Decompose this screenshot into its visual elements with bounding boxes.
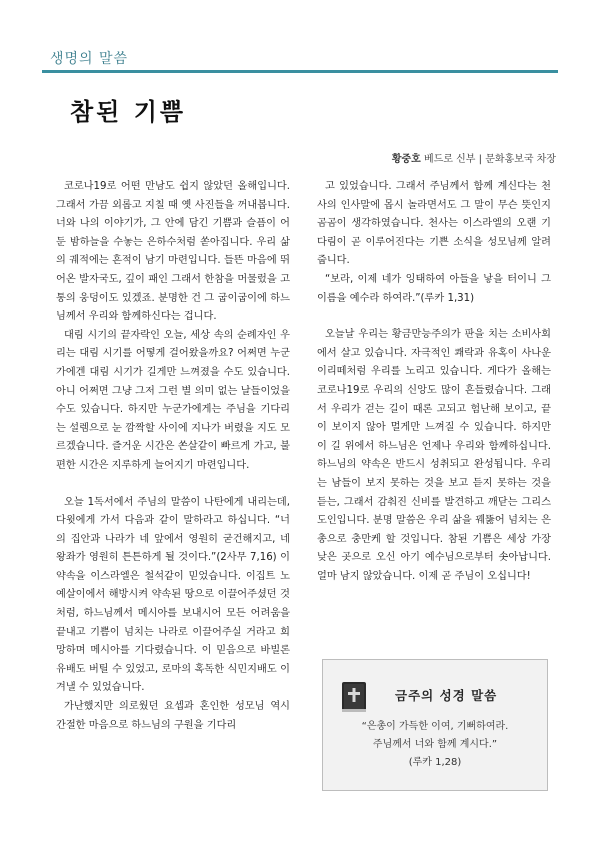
verse-reference: (루카 1,28) [408,757,462,768]
paragraph: 가난했지만 의로웠던 요셉과 혼인한 성모님 역시 간절한 마음으로 하느님의 구원을 기다리 [56,701,290,731]
author-byline [392,150,556,165]
article-left-column [56,178,290,735]
paragraph: 대림 시기의 끝자락인 오늘, 세상 속의 순례자인 우리는 대림 시기를 어떻게 걸어왔을까요? 어쩌면 누군가에겐 대림 시기가 길게만 느껴졌을 수도 있습니다. 아니 어쩌면 그냥 그저 그런 별 의미 없는 날들이었을 수도 있습니다. 하지만 누군가에게는 주님을 기다리는 설렘으로 눈 깜짝할 사이에 지나가 버렸을 지도 모르겠습니다. 즐거운 시간은 쏜살같이 빠르게 가고, 불편한 시간은 지루하게 늘어지기 마련입니다. [56,329,290,471]
verse-text [323,718,547,772]
article-right-column [317,178,551,586]
paragraph: 코로나19로 어떤 만남도 쉽지 않았던 올해입니다. 그래서 가끔 외롭고 지칠 때 옛 사진들을 꺼내봅니다. 너와 나의 이야기가, 그 안에 담긴 기쁨과 슬픔이 어둔 밤하늘을 수놓는 은하수처럼 쏟아집니다. 우리 삶의 궤적에는 흔적이 남기 마련입니다. 들뜬 마음에 뛰어온 발자국도, 깊이 패인 그래서 한참을 머물렀을 고통의 웅덩이도 있겠죠. 분명한 건 그 굽이굽이에 하느님께서 우리와 함께하신다는 겁니다. [56,181,290,323]
verse-line: “은총이 가득한 이여, 기뻐하여라. [361,721,509,732]
weekly-verse-box [322,659,548,791]
verse-box-title: 금주의 성경 말씀 [395,688,498,703]
scripture-quote: “보라, 이제 네가 잉태하여 아들을 낳을 터이니 그 이름을 예수라 하여라.”(루카 1,31) [317,273,551,304]
paragraph: 오늘 1독서에서 주님의 말씀이 나탄에게 내리는데, 다윗에게 가서 다음과 같이 말하라고 하십니다. “너의 집안과 나라가 네 앞에서 영원히 굳건해지고, 네 왕좌가 영원히 튼튼하게 될 것이다.”(2사무 7,16) 이 약속을 이스라엘은 철석같이 믿었습니다. 이집트 노예살이에서 해방시켜 약속된 땅으로 이끌어주셨던 것처럼, 하느님께서 메시아를 보내시어 모든 어려움을 끝내고 기쁨이 넘치는 나라로 이끌어주실 거라고 희망하며 메시아를 기다렸습니다. 이 믿음으로 바빌론 유배도 버틸 수 있었고, 로마의 혹독한 식민지배도 이겨낼 수 있었습니다. [56,496,290,694]
header-divider [42,70,558,73]
article-title: 참된 기쁨 [70,97,187,126]
paragraph: 오늘날 우리는 황금만능주의가 판을 치는 소비사회에서 살고 있습니다. 자극적인 쾌락과 유혹이 사나운 이리떼처럼 우리를 노리고 있습니다. 게다가 올해는 코로나19로 우리의 신앙도 많이 흔들렸습니다. 그래서 우리가 걷는 길이 때론 고되고 험난해 보이고, 끝이 보이지 않아 멀게만 느껴질 수 있습니다. 하지만 이 길 위에서 하느님은 언제나 우리와 함께하십니다. 하느님의 약속은 반드시 성취되고 완성됩니다. 우리는 남들이 보지 못하는 것을 보고 듣지 못하는 것을 듣는, 그래서 감춰진 신비를 발견하고 깨닫는 그리스도인입니다. 분명 말씀은 우리 삶을 꿰뚫어 넘치는 은총으로 충만케 할 것입니다. 참된 기쁨은 세상 가장 낮은 곳으로 오신 아기 예수님으로부터 솟아납니다. 얼마 남지 않았습니다. 이제 곧 주님이 오십니다! [317,329,551,582]
verse-line: 주님께서 너와 함께 계시다.” [372,739,498,750]
author-name: 황중호 [391,154,421,165]
author-role: 베드로 신부 | 문화홍보국 차장 [420,154,556,165]
bible-book-icon [339,680,369,714]
paragraph: 고 있었습니다. 그래서 주님께서 함께 계신다는 천사의 인사말에 몹시 놀라면서도 그 말이 무슨 뜻인지 곰곰이 생각하였습니다. 천사는 이스라엘의 오랜 기다림이 곧 이루어진다는 기쁜 소식을 성모님께 알려줍니다. [317,181,551,267]
section-header: 생명의 말씀 [50,51,129,67]
